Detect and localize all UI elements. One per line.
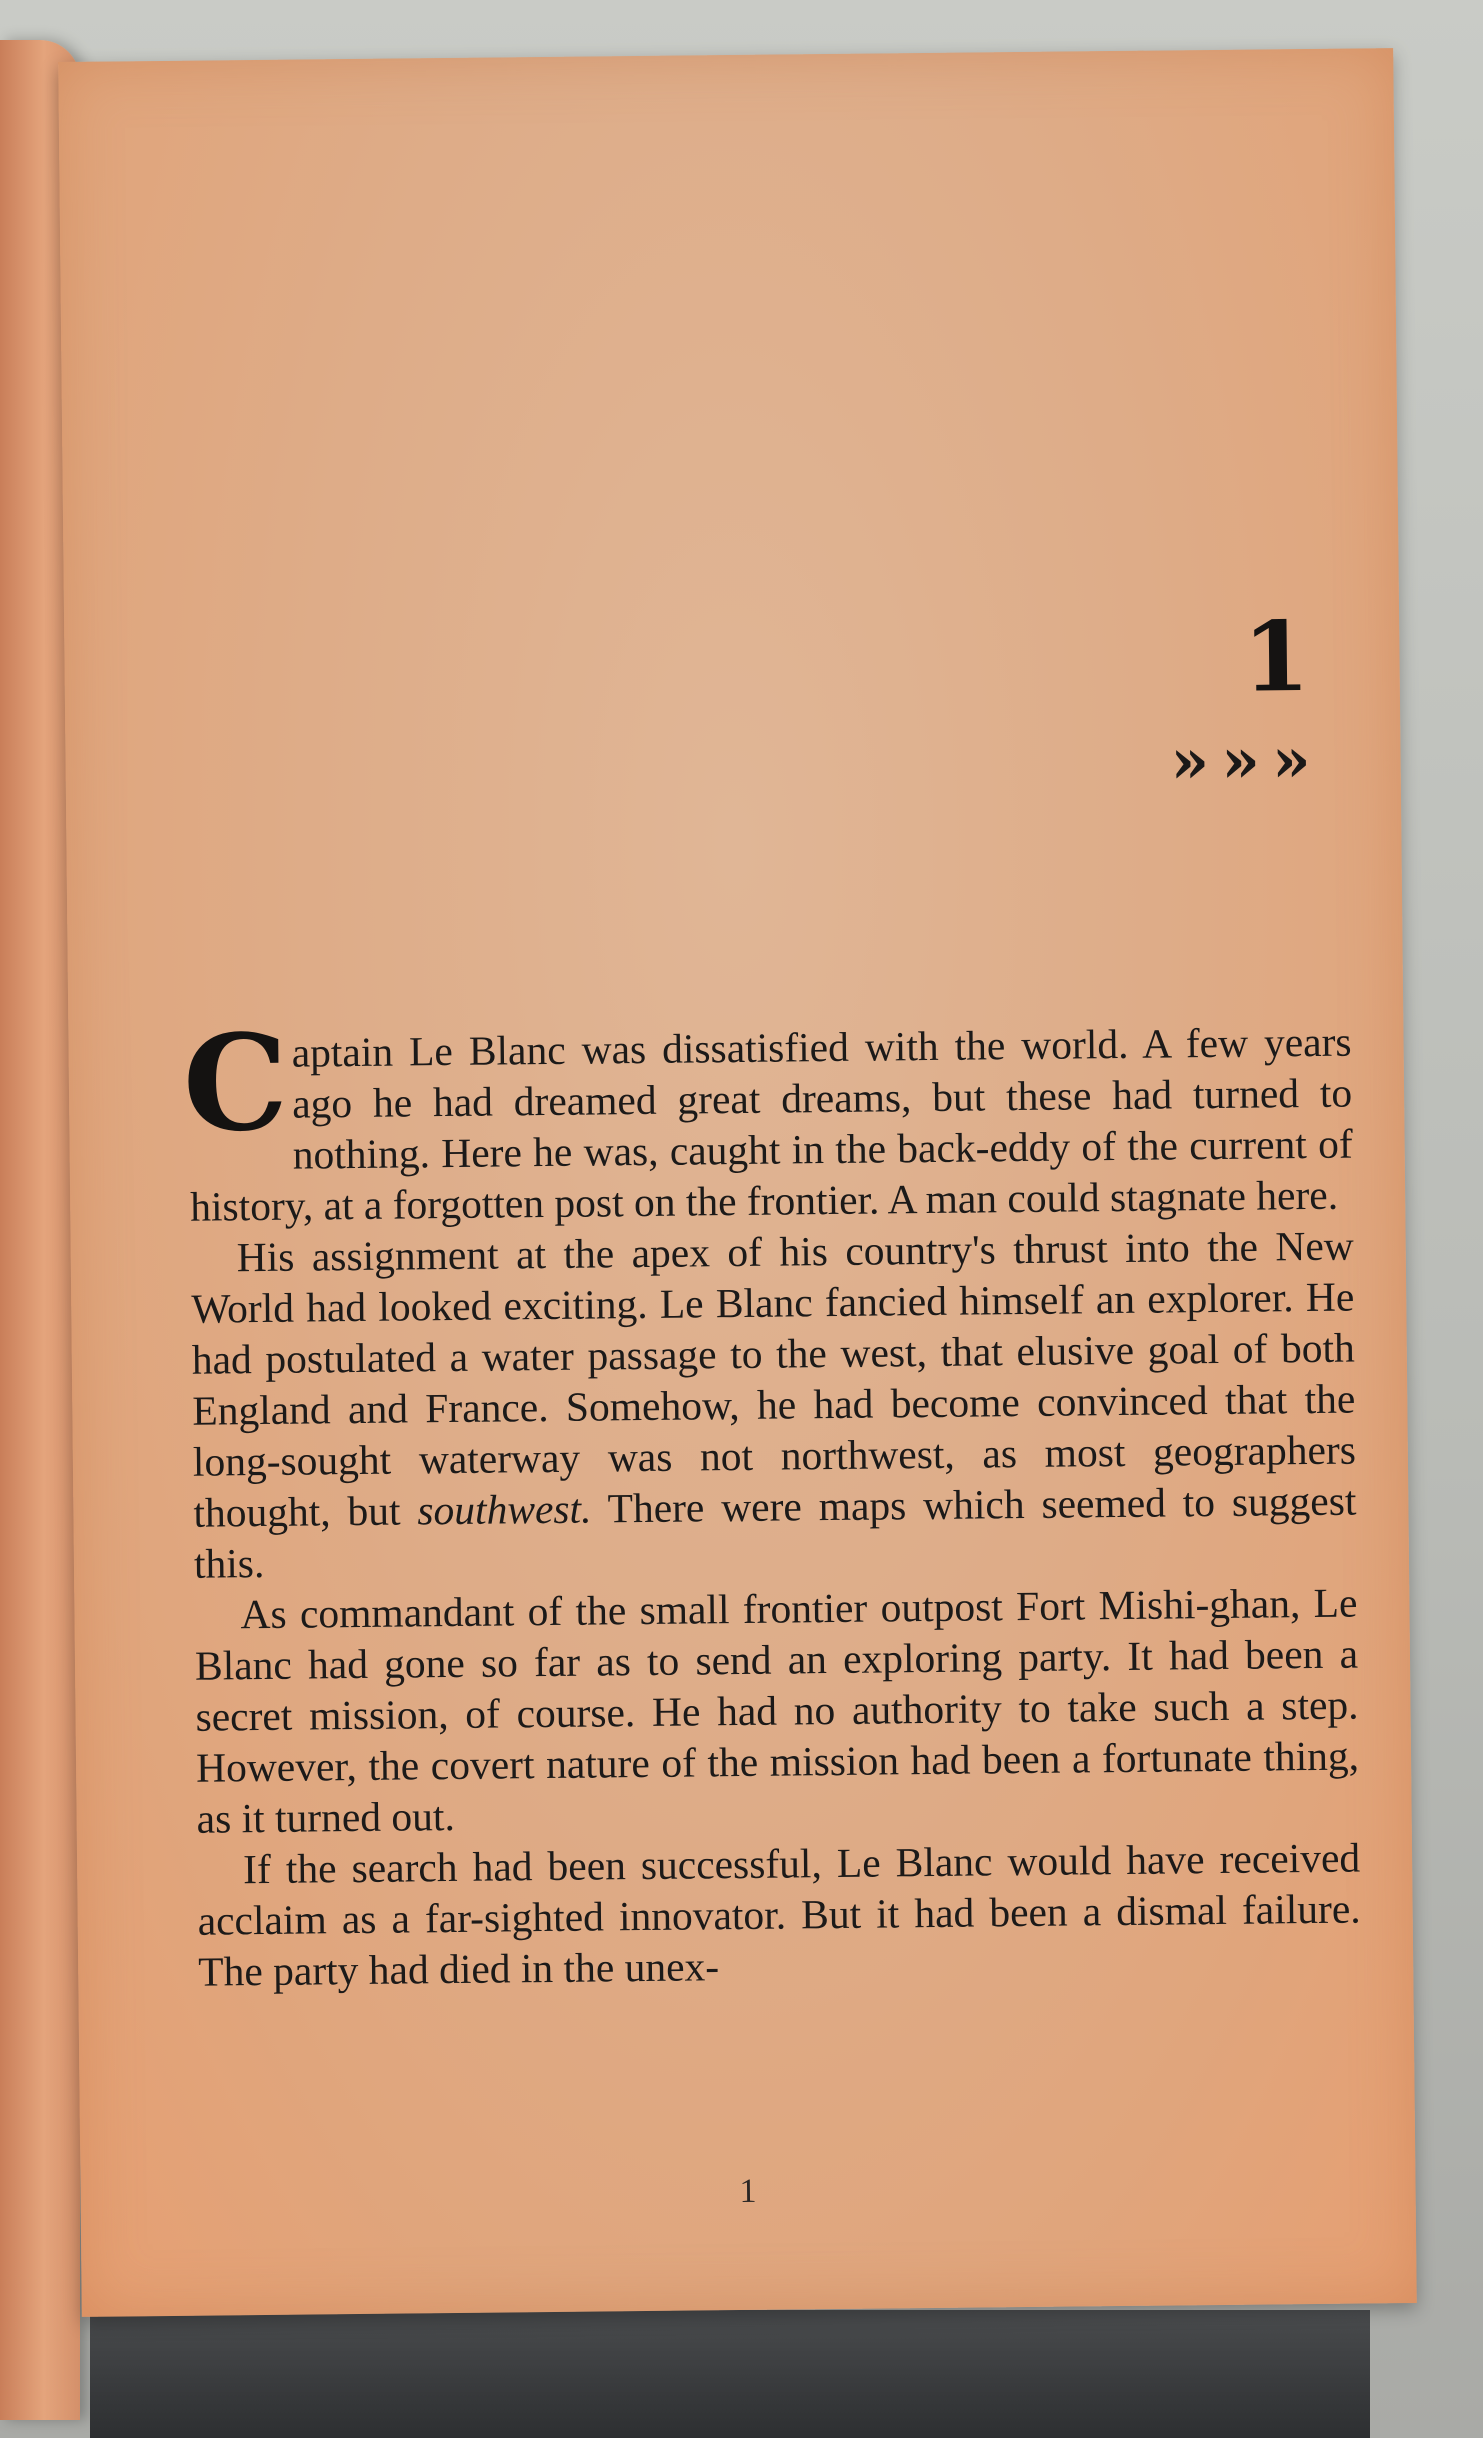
chapter-ornament: »»» <box>1169 722 1323 798</box>
paragraph-text: aptain Le Blanc was dissatisfied with the world. A few years ago he had dreamed great dreams, but these had turned to nothing. Here he was, caught in the back-eddy of the current of history, at a forgotten post on the frontier. A man could stagnate here. <box>189 1018 1353 1230</box>
book-cover-shadow <box>90 2310 1370 2438</box>
paragraph-text: His assignment at the apex of his country's thrust into the New World had looked exciting. Le Blanc fancied himself an explorer. He had postulated a water passage to the west, that elusive goal of both England and France. Somehow, he had become convinced that the long-sought waterway was not northwest, as most geographers thought, but <box>191 1222 1357 1536</box>
chapter-body <box>182 1005 1361 1998</box>
emphasized-word: southwest. <box>417 1485 592 1534</box>
paragraph-4 <box>197 1833 1362 1998</box>
paragraph-text: There were maps which seemed to suggest this. <box>193 1477 1357 1587</box>
paragraph-text: As commandant of the small frontier outpost Fort Mishi-ghan, Le Blanc had gone so far as to send an exploring party. It had been a secret mission, of course. He had no authority to take such a step. However, the covert nature of the mission had been a fortunate thing, as it turned out. <box>194 1579 1360 1842</box>
page-number: 1 <box>739 2172 757 2211</box>
paragraph-2 <box>190 1221 1357 1590</box>
chapter-number: 1 <box>1242 599 1311 714</box>
book-page <box>58 48 1417 2317</box>
paragraph-text: If the search had been successful, Le Blanc would have received acclaim as a far-sighted innovator. But it had been a dismal failure. The party had died in the unex- <box>197 1834 1361 1995</box>
paragraph-1 <box>182 1005 1353 1233</box>
paragraph-3 <box>194 1578 1360 1845</box>
drop-cap: C <box>182 1005 289 1162</box>
